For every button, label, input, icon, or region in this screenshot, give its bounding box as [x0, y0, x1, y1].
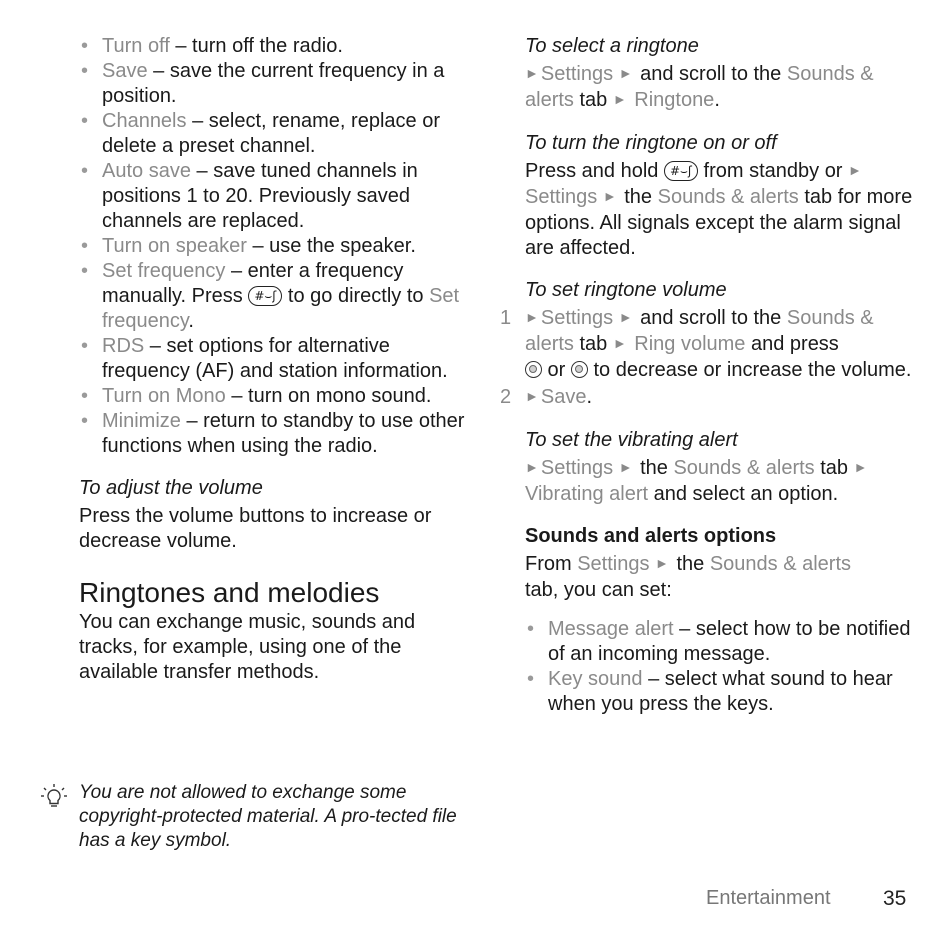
arrow-icon: ►	[853, 459, 868, 475]
list-item	[79, 34, 471, 59]
vibrating-alert-heading: To set the vibrating alert	[525, 429, 738, 451]
option-term: Message alert	[548, 618, 674, 640]
options-intro	[525, 552, 925, 603]
radio-options-list	[79, 34, 471, 459]
body-text: tab	[573, 89, 613, 111]
select-ringtone-heading: To select a ringtone	[525, 35, 699, 57]
list-item	[79, 159, 471, 234]
body-text: .	[714, 89, 720, 111]
option-term: RDS	[102, 335, 145, 357]
option-desc: – turn on mono sound.	[225, 385, 432, 407]
option-desc: to go directly to	[282, 285, 430, 307]
option-desc: – save the current frequency in a position.	[102, 60, 445, 107]
menu-tab: Sounds & alerts	[657, 186, 799, 208]
option-term: Turn on Mono	[102, 385, 226, 407]
body-text: tab, you can set:	[525, 579, 672, 601]
list-item	[79, 409, 471, 459]
menu-tab: Sounds & alerts	[525, 307, 874, 355]
menu-save: Save	[540, 386, 587, 408]
option-desc: – enter a frequency manually. Press	[102, 260, 404, 307]
arrow-icon: ►	[655, 555, 669, 571]
option-term: Turn off	[102, 35, 170, 57]
menu-settings: Settings	[525, 186, 598, 208]
option-desc: – return to standby to use other functions when using the radio.	[102, 410, 465, 457]
option-desc: – save tuned channels in positions 1 to 20. Previously saved channels are replaced.	[102, 160, 418, 232]
option-desc: – use the speaker.	[246, 235, 416, 257]
select-ringtone-body	[525, 62, 925, 114]
option-desc: – select what sound to hear when you press the keys.	[548, 668, 893, 715]
arrow-icon: ►	[525, 309, 539, 325]
right-column	[500, 34, 925, 717]
arrow-icon: ►	[525, 459, 539, 475]
option-term: Key sound	[548, 668, 643, 690]
body-text: and press	[745, 333, 839, 355]
body-text: Press and hold	[525, 160, 664, 182]
ringtones-intro: You can exchange music, sounds and tracks, for example, using one of the available transfer methods.	[79, 611, 416, 683]
option-term: Turn on speaker	[102, 235, 247, 257]
option-term: Channels	[102, 110, 187, 132]
page-number: 35	[883, 887, 907, 910]
option-term: Save	[102, 60, 148, 82]
body-text: tab	[814, 457, 854, 479]
body-text: .	[586, 386, 593, 408]
menu-target: Ringtone	[634, 89, 715, 111]
body-text: tab	[573, 333, 613, 355]
list-item	[525, 617, 925, 667]
body-text: the	[618, 186, 658, 208]
list-item	[79, 59, 471, 109]
arrow-icon: ►	[525, 388, 539, 404]
option-desc: – turn off the radio.	[169, 35, 343, 57]
tip-note: You are not allowed to exchange some copyright-protected material. A pro-tected file has a key symbol.	[79, 782, 457, 851]
body-text: the	[634, 457, 674, 479]
body-text: the	[670, 553, 710, 575]
tip-bulb-icon	[40, 783, 68, 811]
step-number: 1	[500, 307, 512, 329]
body-text: and scroll to the	[634, 63, 787, 85]
body-text: and select an option.	[648, 483, 839, 505]
list-item	[79, 259, 471, 334]
ringtone-volume-steps	[500, 306, 925, 411]
arrow-icon: ►	[848, 162, 862, 178]
body-text: From	[525, 553, 578, 575]
arrow-icon: ►	[618, 309, 633, 325]
arrow-icon: ►	[612, 335, 627, 351]
option-desc: – select how to be notified of an incoming message.	[548, 618, 911, 665]
menu-target: Ring volume	[634, 333, 746, 355]
arrow-icon: ►	[612, 91, 627, 107]
option-term: Set frequency	[102, 285, 460, 332]
step-item	[500, 385, 925, 411]
option-desc: .	[188, 310, 194, 332]
vibrating-alert-body	[525, 456, 925, 507]
ringtone-volume-heading: To set ringtone volume	[525, 279, 727, 301]
ringtone-onoff-body	[525, 159, 925, 261]
option-desc: – set options for alternative frequency (AF) and station information.	[102, 335, 448, 382]
body-text: from standby or	[697, 160, 849, 182]
options-heading: Sounds and alerts options	[525, 525, 777, 547]
menu-settings: Settings	[540, 457, 614, 479]
options-list	[525, 617, 925, 717]
body-text: to decrease or increase the volume.	[587, 359, 912, 381]
menu-target: Vibrating alert	[525, 483, 649, 505]
menu-tab: Sounds & alerts	[709, 553, 852, 575]
arrow-icon: ►	[618, 459, 633, 475]
ringtone-onoff-heading: To turn the ringtone on or off	[525, 132, 777, 154]
body-text: or	[542, 359, 571, 381]
menu-settings: Settings	[540, 63, 614, 85]
hash-key-icon: #⌣ʃ	[248, 286, 282, 306]
menu-settings: Settings	[540, 307, 614, 329]
hash-key-icon: #⌣ʃ	[664, 161, 698, 181]
list-item	[525, 667, 925, 717]
left-column	[79, 34, 471, 685]
footer-section-name: Entertainment	[706, 887, 831, 909]
list-item	[79, 109, 471, 159]
menu-tab: Sounds & alerts	[525, 63, 874, 111]
option-desc: – select, rename, replace or delete a preset channel.	[102, 110, 440, 157]
list-item	[79, 384, 471, 409]
menu-settings: Settings	[577, 553, 650, 575]
step-item	[500, 306, 925, 383]
section-title: Ringtones and melodies	[79, 577, 380, 608]
adjust-volume-body: Press the volume buttons to increase or decrease volume.	[79, 505, 432, 552]
option-term: Auto save	[102, 160, 191, 182]
step-number: 2	[500, 386, 512, 408]
arrow-icon: ►	[525, 65, 539, 81]
body-text: and scroll to the	[634, 307, 787, 329]
body-text: tab for more options. All signals except the alarm signal are affected.	[525, 186, 913, 259]
nav-right-icon	[571, 361, 588, 378]
adjust-volume-heading: To adjust the volume	[79, 477, 263, 499]
nav-left-icon	[525, 361, 542, 378]
option-term: Minimize	[102, 410, 181, 432]
arrow-icon: ►	[602, 188, 617, 204]
arrow-icon: ►	[618, 65, 633, 81]
menu-tab: Sounds & alerts	[673, 457, 815, 479]
list-item	[79, 334, 471, 384]
list-item	[79, 234, 471, 259]
option-term: Set frequency	[102, 260, 226, 282]
